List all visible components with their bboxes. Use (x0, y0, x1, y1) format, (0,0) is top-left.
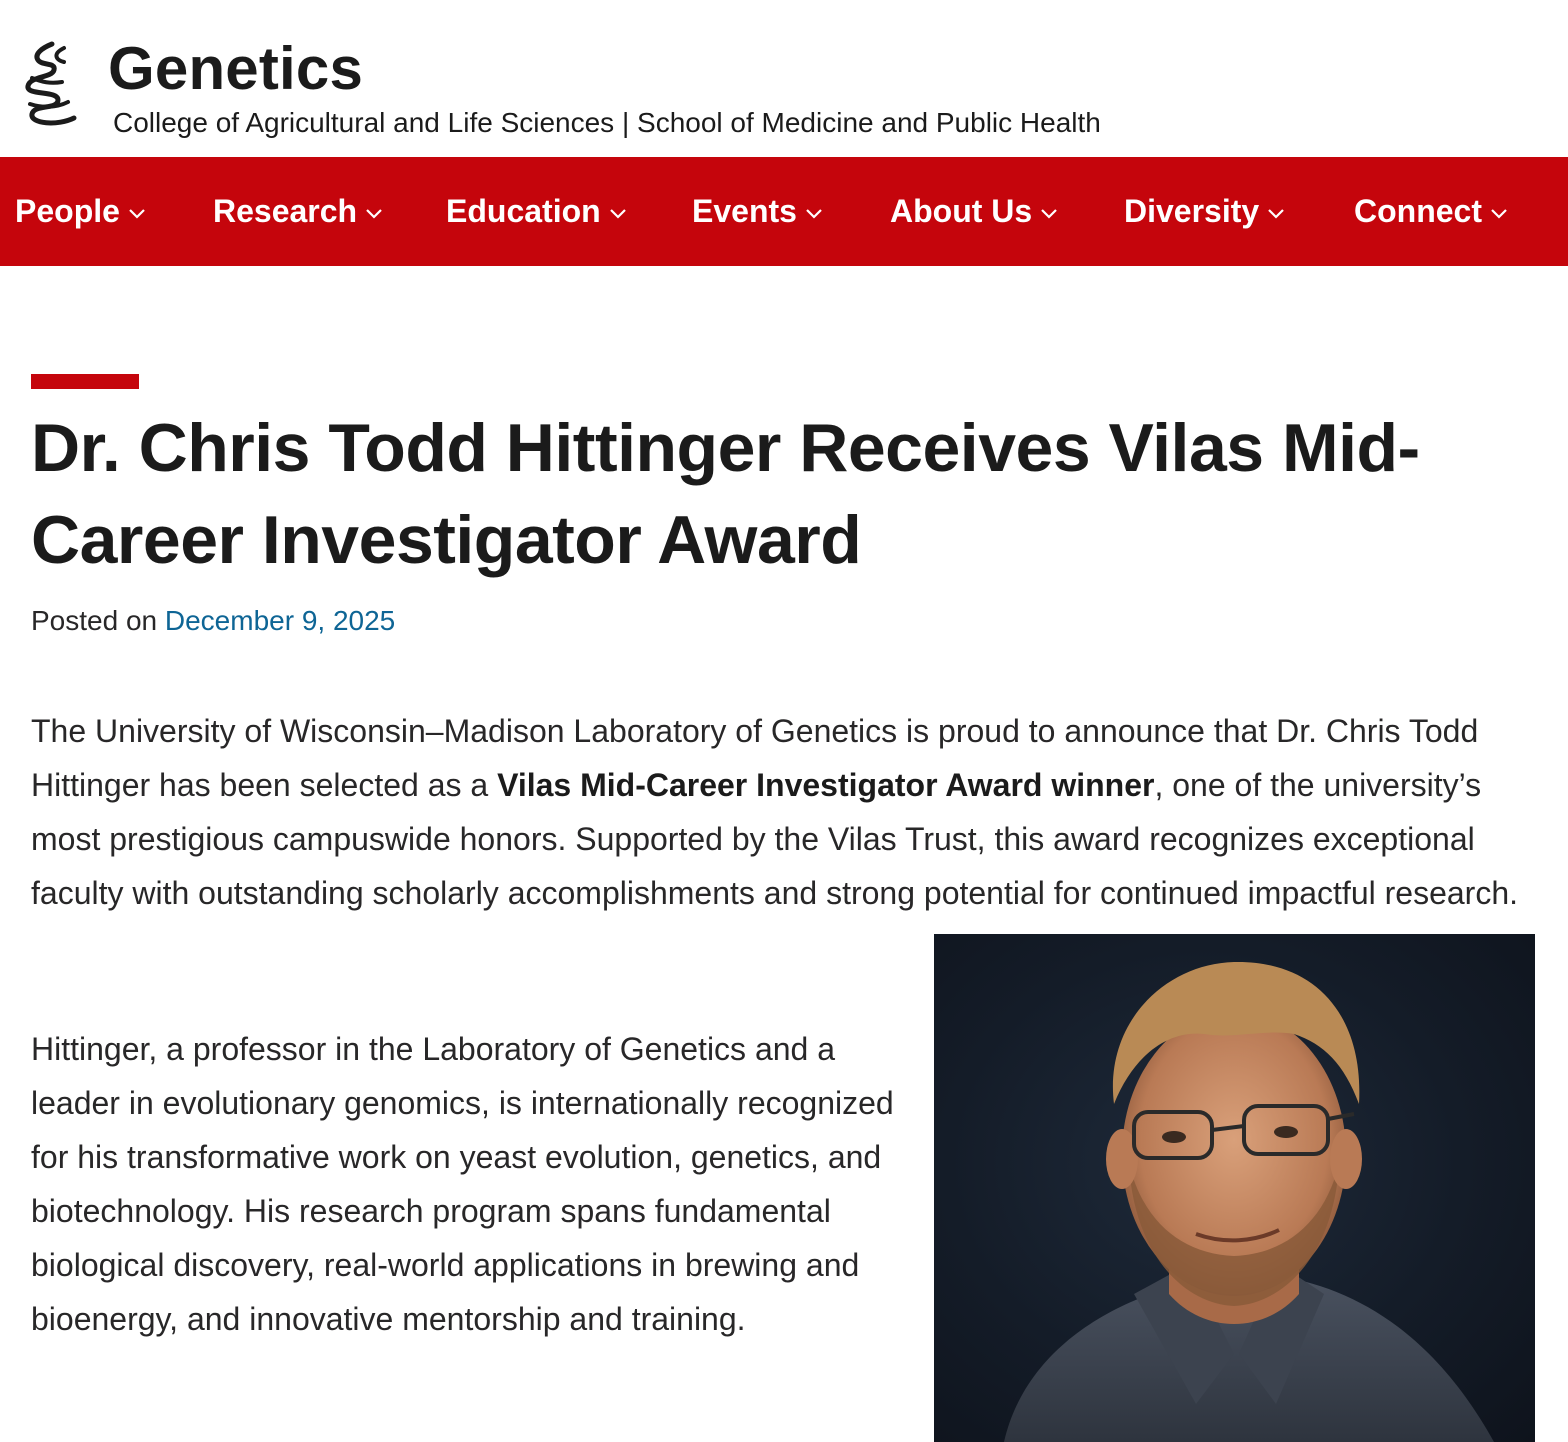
chevron-down-icon (128, 204, 146, 222)
portrait-photo (934, 934, 1535, 1442)
nav-item-education[interactable] (446, 157, 627, 266)
nav-item-label: Connect (1354, 193, 1482, 229)
chevron-down-icon (1267, 204, 1285, 222)
nav-item-research[interactable] (213, 157, 383, 266)
nav-item-about-us[interactable] (890, 157, 1058, 266)
chevron-down-icon (609, 204, 627, 222)
nav-item-label: People (15, 193, 120, 229)
site-subtitle: College of Agricultural and Life Sciences | School of Medicine and Public Health (113, 107, 1101, 138)
post-date-link[interactable]: December 9, 2025 (164, 605, 396, 636)
site-header (0, 0, 1568, 157)
post-meta (31, 603, 395, 639)
nav-item-diversity[interactable] (1124, 157, 1285, 266)
nav-item-label: Research (213, 193, 358, 229)
posted-prefix: Posted on (31, 605, 158, 636)
chevron-down-icon (365, 204, 383, 222)
nav-item-connect[interactable] (1354, 157, 1508, 266)
chevron-down-icon (1040, 204, 1058, 222)
paragraph-text: The University of Wisconsin–Madison Laboratory of Genetics is proud to announce that Dr. Chris Todd Hittinger has been selected as a (31, 713, 1479, 803)
portrait-illustration (934, 934, 1535, 1442)
nav-item-label: Education (446, 193, 601, 229)
title-accent-bar (31, 374, 139, 389)
nav-item-events[interactable] (692, 157, 823, 266)
chevron-down-icon (1490, 204, 1508, 222)
article-title: Dr. Chris Todd Hittinger Receives Vilas Mid-Career Investigator Award (31, 410, 1420, 578)
nav-item-label: About Us (890, 193, 1033, 229)
nav-item-label: Events (692, 193, 797, 229)
dna-helix-icon[interactable] (12, 38, 84, 134)
award-name: Vilas Mid-Career Investigator Award winner (497, 767, 1155, 803)
nav-item-label: Diversity (1124, 193, 1260, 229)
article-paragraph: Hittinger, a professor in the Laboratory of Genetics and a leader in evolutionary genomics, is internationally recognized for his transformative work on yeast evolution, genetics, and biotechnology. His research program spans fundamental biological discovery, real-world applications in brewing and bioenergy, and innovative mentorship and training. (31, 1031, 894, 1337)
main-nav (0, 157, 1568, 266)
article-paragraph (31, 704, 1541, 920)
site-title[interactable]: Genetics (108, 35, 364, 102)
chevron-down-icon (805, 204, 823, 222)
paragraph-text: , one of the university’s most prestigious campuswide honors. Supported by the Vilas Trust, this award recognizes exceptional faculty with outstanding scholarly accomplishments and strong potential for continued impactful research. (31, 767, 1518, 911)
nav-item-people[interactable] (15, 157, 146, 266)
